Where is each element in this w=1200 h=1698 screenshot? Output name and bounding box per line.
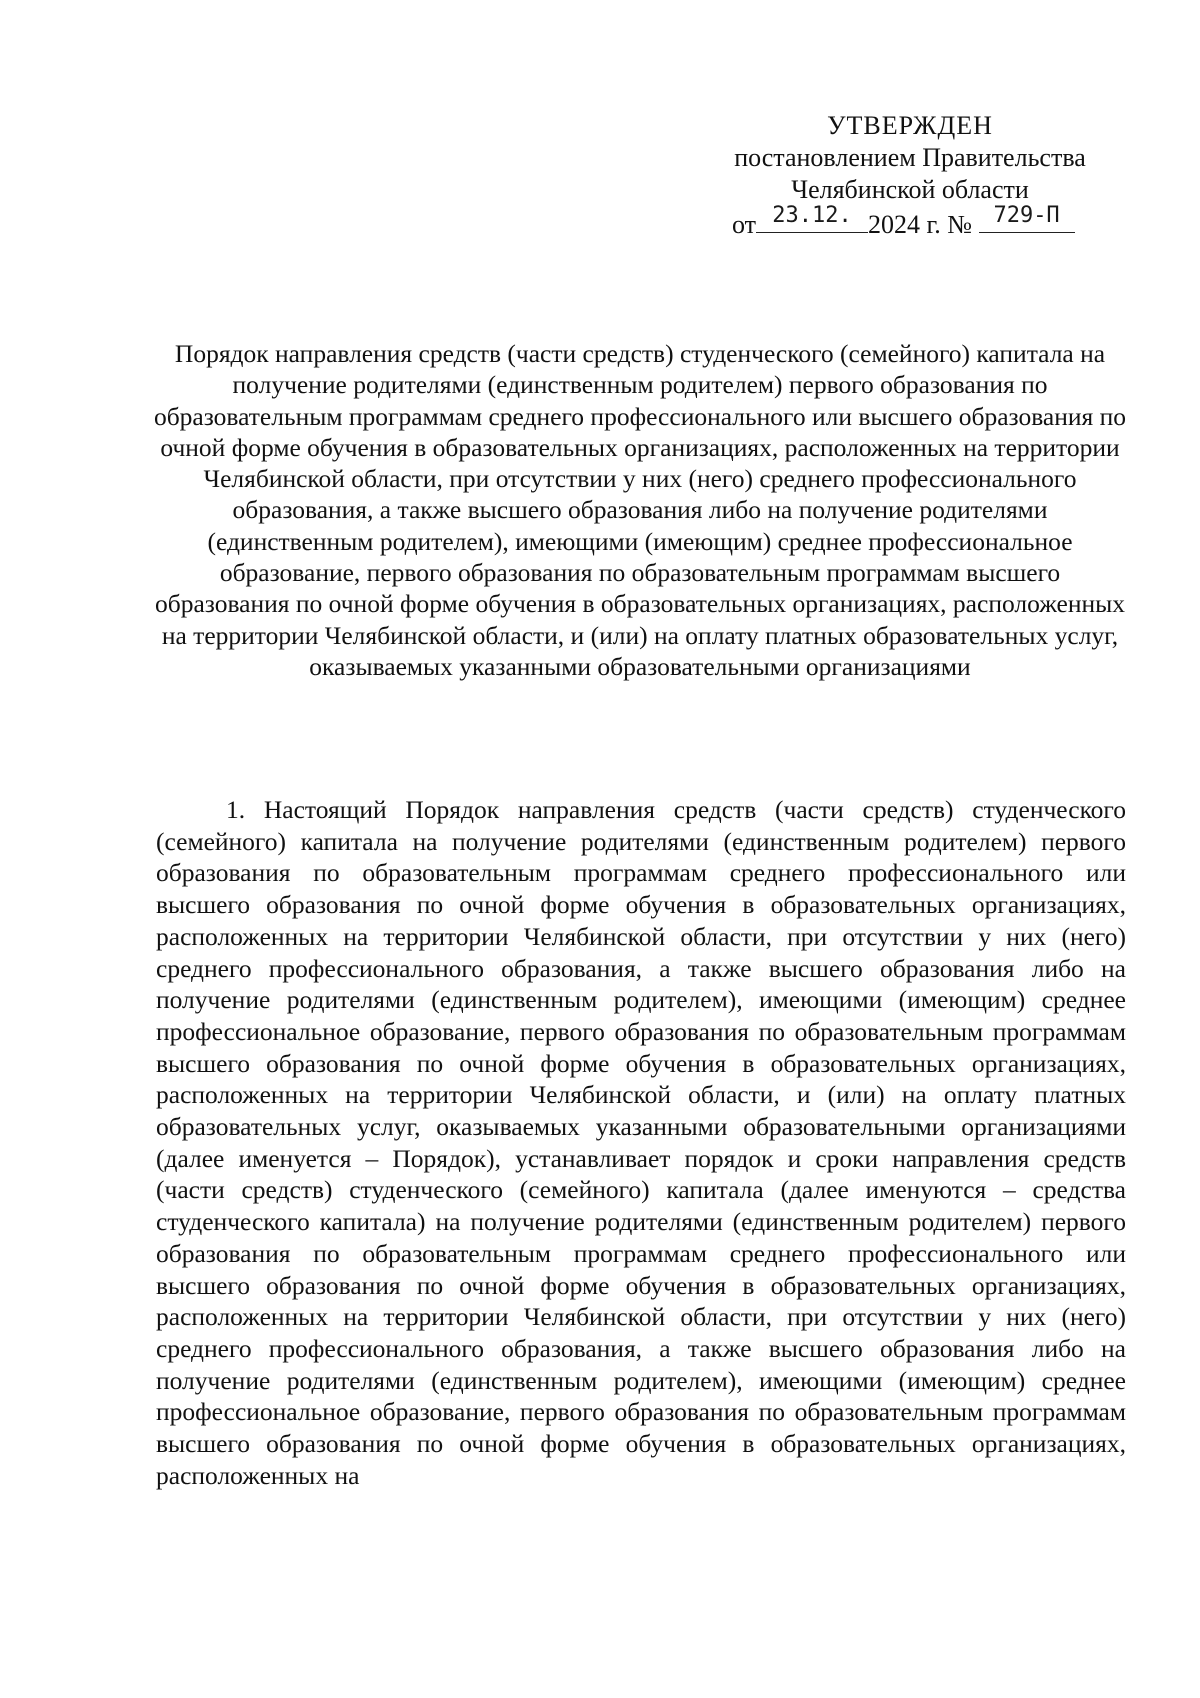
approval-stamp-block [700,110,1120,241]
approval-year-suffix: 2024 г. № [868,210,973,239]
approval-date-value: 23.12. [772,203,852,228]
paragraph-1: 1. Настоящий Порядок направления средств (части средств) студенческого (семейного) капитала на получение родителями (единственным родителем) первого образования по образовательным программам среднего профессионального или высшего образования по очной форме обучения в образовательных организациях, расположенных на территории Челябинской области, при отсутствии у них (него) среднего профессионального образования, а также высшего образования либо на получение родителями (единственным родителем), имеющими (имеющим) среднее профессиональное образование, первого образования по образовательным программам высшего образования по очной форме обучения в образовательных организациях, расположенных на территории Челябинской области, и (или) на оплату платных образовательных услуг, оказываемых указанными образовательными организациями (далее именуется – Порядок), устанавливает порядок и сроки направления средств (части средств) студенческого (семейного) капитала (далее именуются – средства студенческого капитала) на получение родителями (единственным родителем) первого образования по образовательным программам среднего профессионального или высшего образования по очной форме обучения в образовательных организациях, расположенных на территории Челябинской области, при отсутствии у них (него) среднего профессионального образования, а также высшего образования либо на получение родителями (единственным родителем), имеющими (имеющим) среднее профессиональное образование, первого образования по образовательным программам высшего образования по очной форме обучения в образовательных организациях, расположенных на [156,795,1126,1490]
approval-line-region: Челябинской области [791,175,1029,204]
approval-line-resolution: постановлением Правительства [734,143,1086,172]
approval-date-prefix: от [732,210,757,239]
document-title: Порядок направления средств (части средств) студенческого (семейного) капитала на получение родителями (единственным родителем) первого образования по образовательным программам среднего профессионального или высшего образования по очной форме обучения в образовательных организациях, расположенных на территории Челябинской области, при отсутствии у них (него) среднего профессионального образования, а также высшего образования либо на получение родителями (единственным родителем), имеющими (имеющим) среднее профессиональное образование, первого образования по образовательным программам высшего образования по очной форме обучения в образовательных организациях, расположенных на территории Челябинской области, и (или) на оплату платных образовательных услуг, оказываемых указанными образовательными организациями [153,339,1127,681]
approval-date-field [756,203,868,233]
approval-title: УТВЕРЖДЕН [827,111,993,140]
approval-number-field [979,203,1075,233]
approval-date-line [700,203,1120,241]
approval-number-value: 729-П [993,203,1060,228]
